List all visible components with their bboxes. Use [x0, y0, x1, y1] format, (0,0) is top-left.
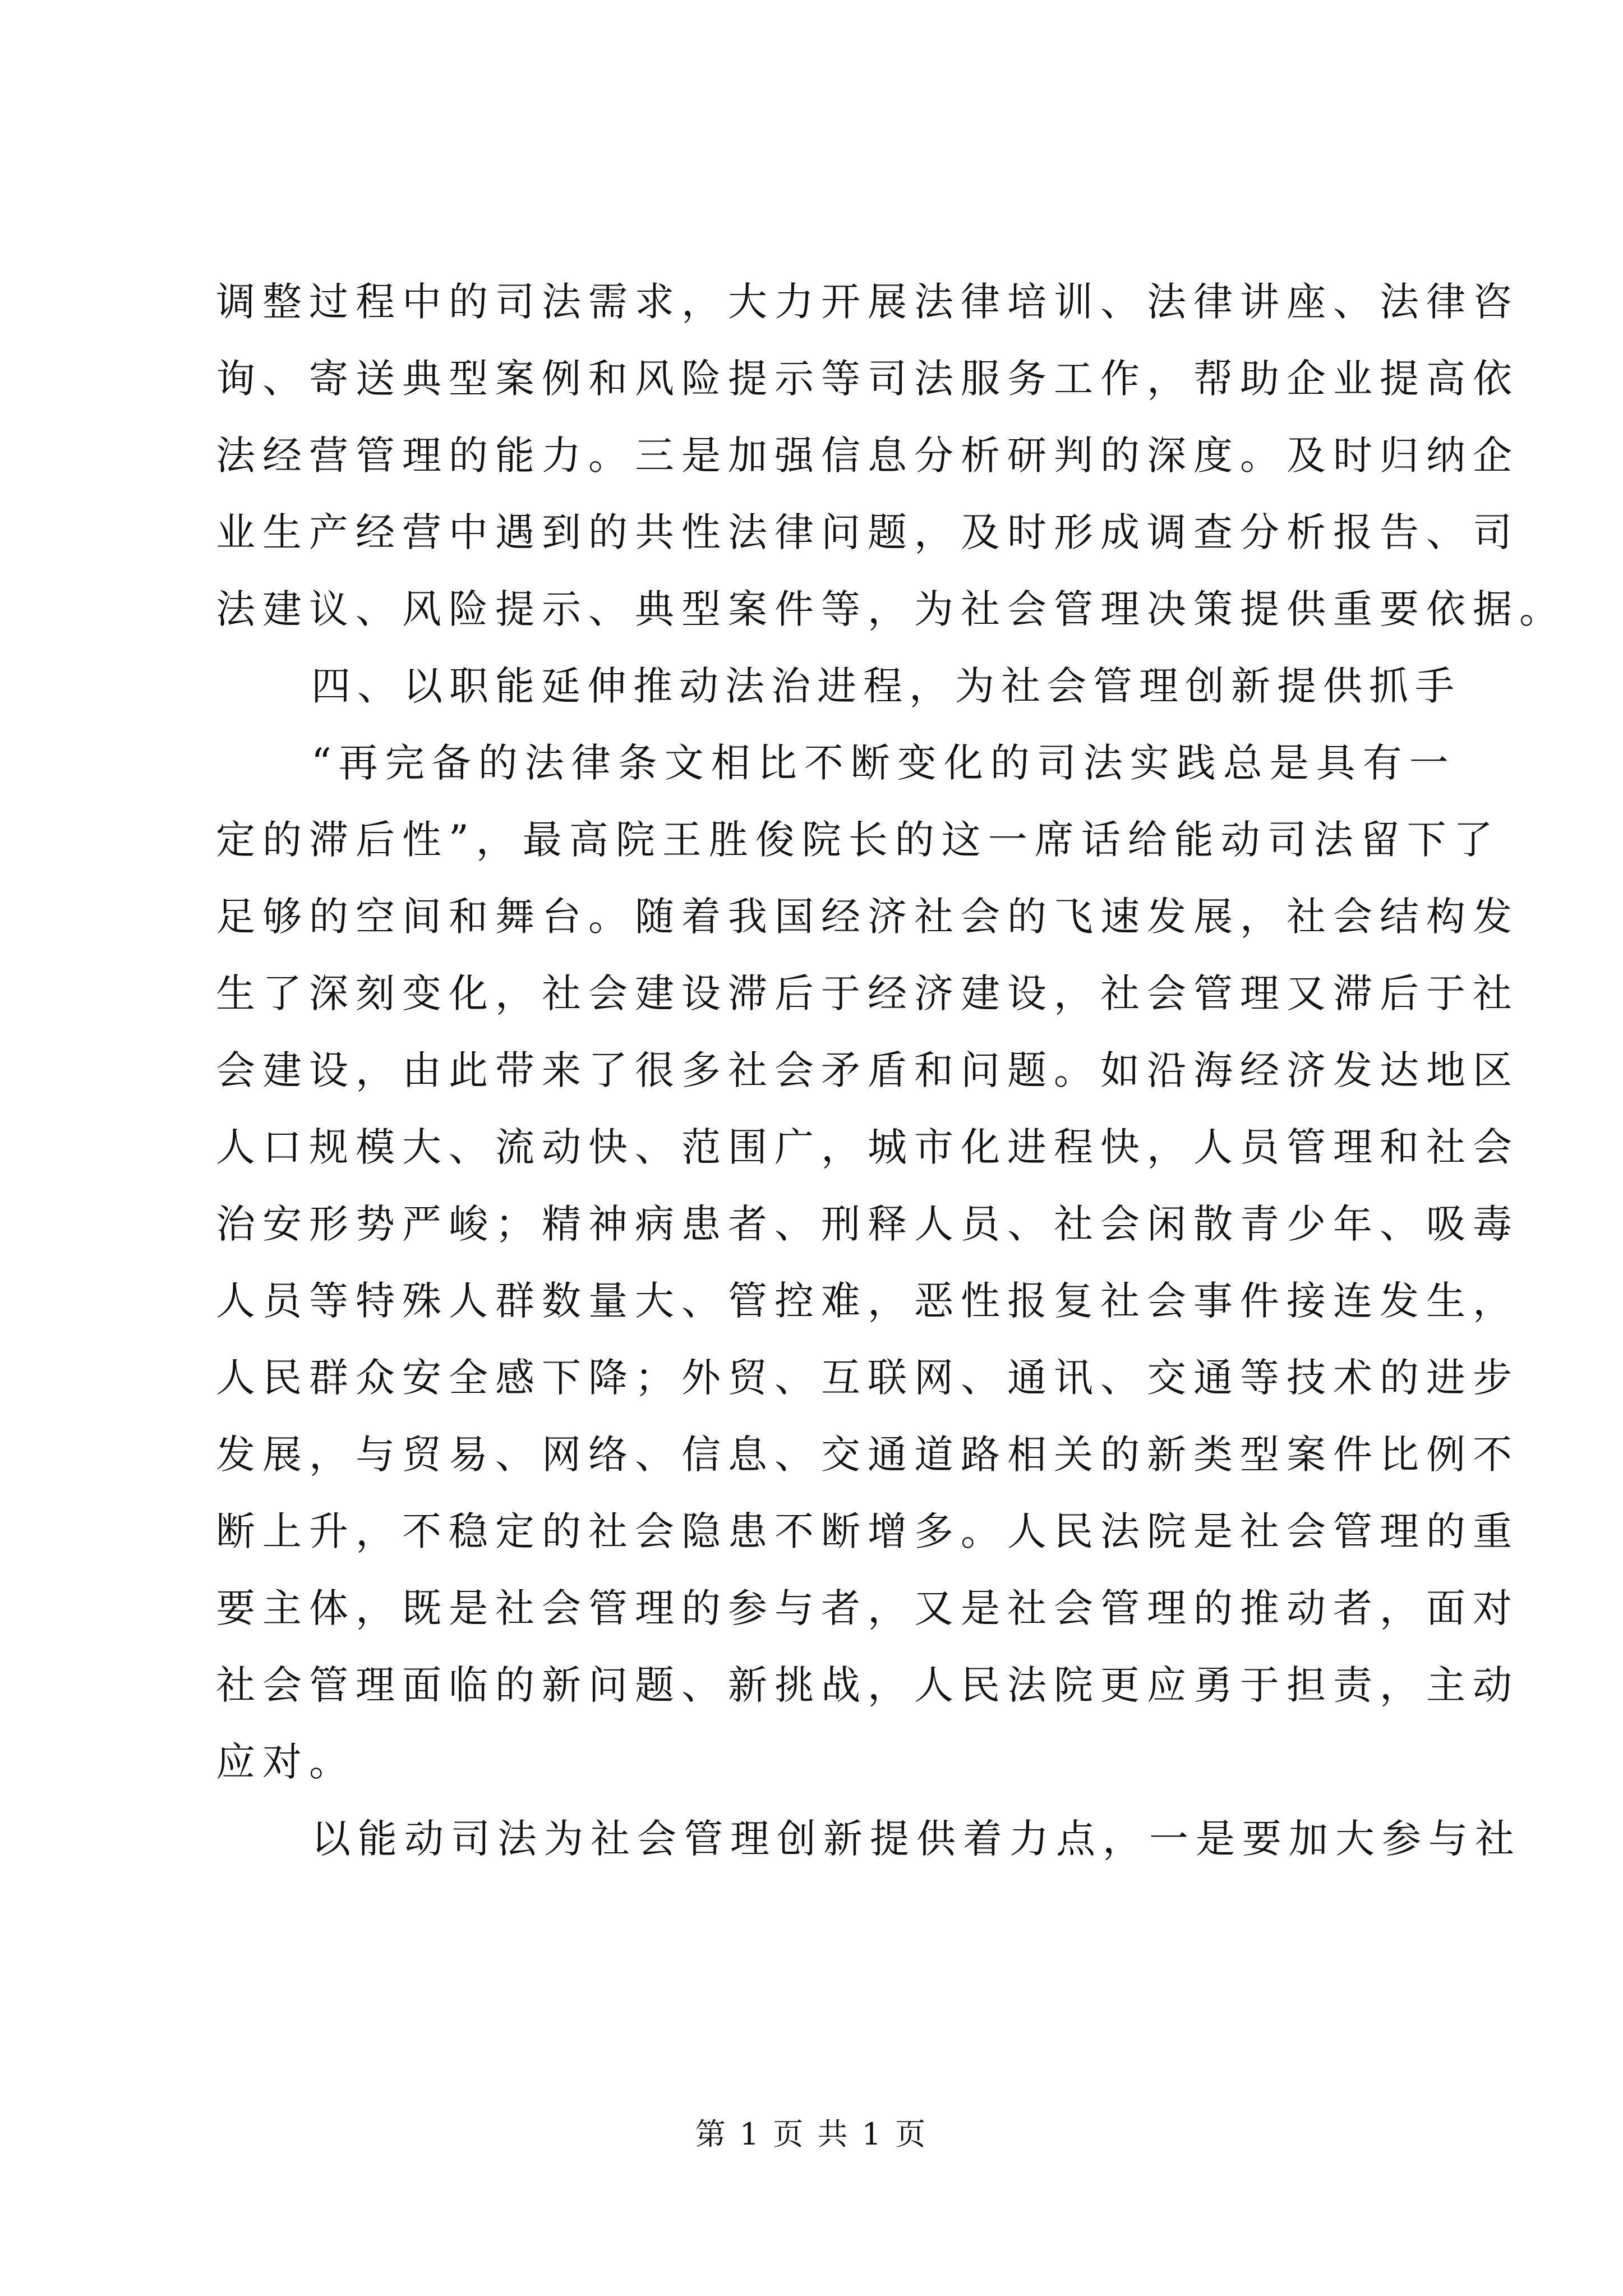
page-number-footer: 第 1 页 共 1 页	[695, 2116, 928, 2152]
text-line: 社会管理面临的新问题、新挑战，人民法院更应勇于担责，主动	[216, 1662, 1519, 1708]
text-line: 发展，与贸易、网络、信息、交通道路相关的新类型案件比例不	[216, 1432, 1519, 1478]
text-line: 法建议、风险提示、典型案件等，为社会管理决策提供重要依据。	[216, 586, 1566, 632]
text-line: 询、寄送典型案例和风险提示等司法服务工作，帮助企业提高依	[216, 356, 1519, 402]
section-heading: 四、以职能延伸推动法治进程，为社会管理创新提供抓手	[311, 663, 1461, 709]
text-line: 断上升，不稳定的社会隐患不断增多。人民法院是社会管理的重	[216, 1508, 1519, 1554]
text-line: 定的滞后性”，最高院王胜俊院长的这一席话给能动司法留下了	[216, 817, 1500, 863]
text-line: “再完备的法律条文相比不断变化的司法实践总是具有一	[311, 740, 1456, 786]
text-line: 治安形势严峻；精神病患者、刑释人员、社会闲散青少年、吸毒	[216, 1201, 1519, 1247]
text-line: 人员等特殊人群数量大、管控难，恶性报复社会事件接连发生，	[216, 1278, 1519, 1324]
text-line: 人民群众安全感下降；外贸、互联网、通讯、交通等技术的进步	[216, 1355, 1519, 1401]
text-line: 应对。	[216, 1739, 356, 1785]
text-line: 足够的空间和舞台。随着我国经济社会的飞速发展，社会结构发	[216, 894, 1519, 940]
text-line: 调整过程中的司法需求，大力开展法律培训、法律讲座、法律咨	[216, 279, 1519, 325]
text-line: 以能动司法为社会管理创新提供着力点，一是要加大参与社	[311, 1816, 1521, 1862]
text-line: 生了深刻变化，社会建设滞后于经济建设，社会管理又滞后于社	[216, 970, 1519, 1016]
text-line: 人口规模大、流动快、范围广，城市化进程快，人员管理和社会	[216, 1124, 1519, 1170]
text-line: 会建设，由此带来了很多社会矛盾和问题。如沿海经济发达地区	[216, 1047, 1519, 1093]
text-line: 业生产经营中遇到的共性法律问题，及时形成调查分析报告、司	[216, 509, 1519, 555]
text-line: 要主体，既是社会管理的参与者，又是社会管理的推动者，面对	[216, 1585, 1519, 1631]
text-line: 法经营管理的能力。三是加强信息分析研判的深度。及时归纳企	[216, 432, 1519, 478]
document-body	[216, 264, 1566, 1878]
